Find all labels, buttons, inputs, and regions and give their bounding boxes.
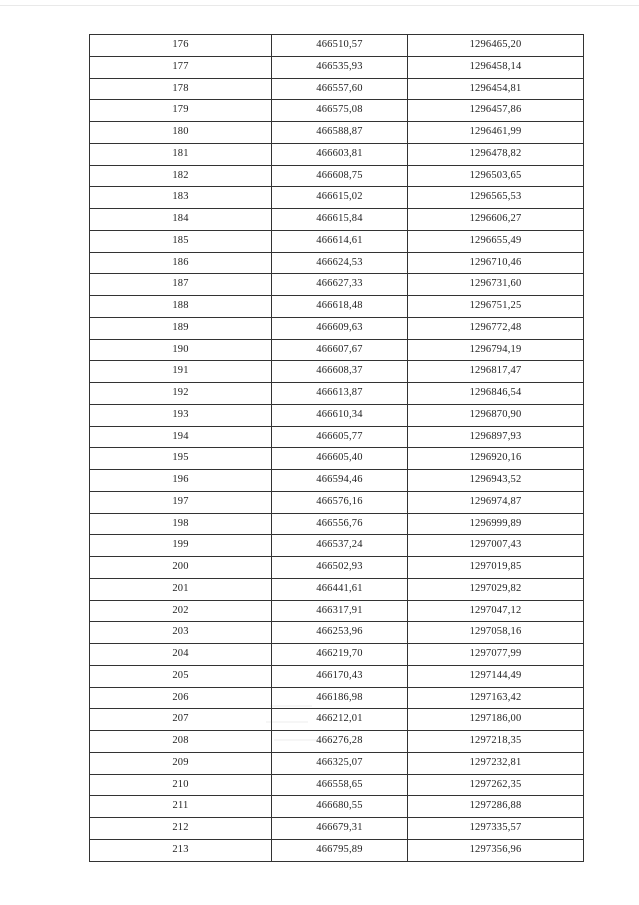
x-coordinate-cell: 466575,08 bbox=[272, 100, 408, 122]
table-row bbox=[90, 578, 584, 600]
table-row bbox=[90, 665, 584, 687]
point-number-cell: 187 bbox=[90, 274, 272, 296]
table-row bbox=[90, 622, 584, 644]
y-coordinate-cell: 1297019,85 bbox=[408, 557, 584, 579]
table-row bbox=[90, 752, 584, 774]
point-number-cell: 206 bbox=[90, 687, 272, 709]
y-coordinate-cell: 1296458,14 bbox=[408, 56, 584, 78]
table-row bbox=[90, 339, 584, 361]
table-row bbox=[90, 230, 584, 252]
x-coordinate-cell: 466502,93 bbox=[272, 557, 408, 579]
table-row bbox=[90, 383, 584, 405]
y-coordinate-cell: 1297029,82 bbox=[408, 578, 584, 600]
y-coordinate-cell: 1296655,49 bbox=[408, 230, 584, 252]
y-coordinate-cell: 1296710,46 bbox=[408, 252, 584, 274]
table-row bbox=[90, 818, 584, 840]
point-number-cell: 185 bbox=[90, 230, 272, 252]
x-coordinate-cell: 466441,61 bbox=[272, 578, 408, 600]
table-row bbox=[90, 317, 584, 339]
table-row bbox=[90, 274, 584, 296]
point-number-cell: 182 bbox=[90, 165, 272, 187]
point-number-cell: 181 bbox=[90, 143, 272, 165]
x-coordinate-cell: 466679,31 bbox=[272, 818, 408, 840]
table-row bbox=[90, 252, 584, 274]
coordinate-table-body bbox=[90, 35, 584, 862]
y-coordinate-cell: 1296606,27 bbox=[408, 209, 584, 231]
x-coordinate-cell: 466615,84 bbox=[272, 209, 408, 231]
point-number-cell: 203 bbox=[90, 622, 272, 644]
page-edge-line bbox=[0, 5, 639, 6]
x-coordinate-cell: 466624,53 bbox=[272, 252, 408, 274]
x-coordinate-cell: 466170,43 bbox=[272, 665, 408, 687]
point-number-cell: 211 bbox=[90, 796, 272, 818]
x-coordinate-cell: 466276,28 bbox=[272, 731, 408, 753]
y-coordinate-cell: 1297262,35 bbox=[408, 774, 584, 796]
coordinate-table bbox=[89, 34, 584, 862]
x-coordinate-cell: 466186,98 bbox=[272, 687, 408, 709]
point-number-cell: 180 bbox=[90, 122, 272, 144]
y-coordinate-cell: 1297218,35 bbox=[408, 731, 584, 753]
point-number-cell: 209 bbox=[90, 752, 272, 774]
y-coordinate-cell: 1297144,49 bbox=[408, 665, 584, 687]
point-number-cell: 183 bbox=[90, 187, 272, 209]
y-coordinate-cell: 1296920,16 bbox=[408, 448, 584, 470]
point-number-cell: 184 bbox=[90, 209, 272, 231]
y-coordinate-cell: 1296974,87 bbox=[408, 491, 584, 513]
table-row bbox=[90, 774, 584, 796]
point-number-cell: 177 bbox=[90, 56, 272, 78]
table-row bbox=[90, 187, 584, 209]
point-number-cell: 195 bbox=[90, 448, 272, 470]
table-row bbox=[90, 56, 584, 78]
table-row bbox=[90, 448, 584, 470]
point-number-cell: 204 bbox=[90, 644, 272, 666]
point-number-cell: 194 bbox=[90, 426, 272, 448]
x-coordinate-cell: 466614,61 bbox=[272, 230, 408, 252]
x-coordinate-cell: 466510,57 bbox=[272, 35, 408, 57]
x-coordinate-cell: 466556,76 bbox=[272, 513, 408, 535]
y-coordinate-cell: 1296454,81 bbox=[408, 78, 584, 100]
y-coordinate-cell: 1297077,99 bbox=[408, 644, 584, 666]
point-number-cell: 188 bbox=[90, 296, 272, 318]
point-number-cell: 191 bbox=[90, 361, 272, 383]
table-row bbox=[90, 209, 584, 231]
point-number-cell: 186 bbox=[90, 252, 272, 274]
y-coordinate-cell: 1296461,99 bbox=[408, 122, 584, 144]
x-coordinate-cell: 466613,87 bbox=[272, 383, 408, 405]
y-coordinate-cell: 1297163,42 bbox=[408, 687, 584, 709]
point-number-cell: 192 bbox=[90, 383, 272, 405]
y-coordinate-cell: 1296846,54 bbox=[408, 383, 584, 405]
point-number-cell: 179 bbox=[90, 100, 272, 122]
x-coordinate-cell: 466576,16 bbox=[272, 491, 408, 513]
point-number-cell: 202 bbox=[90, 600, 272, 622]
y-coordinate-cell: 1297186,00 bbox=[408, 709, 584, 731]
point-number-cell: 200 bbox=[90, 557, 272, 579]
table-row bbox=[90, 361, 584, 383]
y-coordinate-cell: 1296731,60 bbox=[408, 274, 584, 296]
coordinate-table-container bbox=[89, 34, 583, 862]
y-coordinate-cell: 1296565,53 bbox=[408, 187, 584, 209]
x-coordinate-cell: 466605,40 bbox=[272, 448, 408, 470]
point-number-cell: 198 bbox=[90, 513, 272, 535]
y-coordinate-cell: 1297058,16 bbox=[408, 622, 584, 644]
table-row bbox=[90, 839, 584, 861]
table-row bbox=[90, 470, 584, 492]
table-row bbox=[90, 644, 584, 666]
table-row bbox=[90, 600, 584, 622]
x-coordinate-cell: 466594,46 bbox=[272, 470, 408, 492]
y-coordinate-cell: 1296503,65 bbox=[408, 165, 584, 187]
x-coordinate-cell: 466325,07 bbox=[272, 752, 408, 774]
point-number-cell: 208 bbox=[90, 731, 272, 753]
table-row bbox=[90, 513, 584, 535]
point-number-cell: 210 bbox=[90, 774, 272, 796]
y-coordinate-cell: 1297007,43 bbox=[408, 535, 584, 557]
table-row bbox=[90, 296, 584, 318]
x-coordinate-cell: 466618,48 bbox=[272, 296, 408, 318]
table-row bbox=[90, 404, 584, 426]
x-coordinate-cell: 466609,63 bbox=[272, 317, 408, 339]
table-row bbox=[90, 535, 584, 557]
y-coordinate-cell: 1296943,52 bbox=[408, 470, 584, 492]
x-coordinate-cell: 466795,89 bbox=[272, 839, 408, 861]
y-coordinate-cell: 1297356,96 bbox=[408, 839, 584, 861]
y-coordinate-cell: 1296897,93 bbox=[408, 426, 584, 448]
table-row bbox=[90, 143, 584, 165]
x-coordinate-cell: 466603,81 bbox=[272, 143, 408, 165]
point-number-cell: 207 bbox=[90, 709, 272, 731]
x-coordinate-cell: 466627,33 bbox=[272, 274, 408, 296]
point-number-cell: 193 bbox=[90, 404, 272, 426]
x-coordinate-cell: 466605,77 bbox=[272, 426, 408, 448]
point-number-cell: 196 bbox=[90, 470, 272, 492]
y-coordinate-cell: 1296817,47 bbox=[408, 361, 584, 383]
point-number-cell: 201 bbox=[90, 578, 272, 600]
point-number-cell: 190 bbox=[90, 339, 272, 361]
point-number-cell: 178 bbox=[90, 78, 272, 100]
y-coordinate-cell: 1297047,12 bbox=[408, 600, 584, 622]
table-row bbox=[90, 731, 584, 753]
table-row bbox=[90, 557, 584, 579]
x-coordinate-cell: 466608,75 bbox=[272, 165, 408, 187]
point-number-cell: 176 bbox=[90, 35, 272, 57]
y-coordinate-cell: 1297335,57 bbox=[408, 818, 584, 840]
table-row bbox=[90, 100, 584, 122]
x-coordinate-cell: 466558,65 bbox=[272, 774, 408, 796]
x-coordinate-cell: 466219,70 bbox=[272, 644, 408, 666]
y-coordinate-cell: 1296478,82 bbox=[408, 143, 584, 165]
x-coordinate-cell: 466608,37 bbox=[272, 361, 408, 383]
y-coordinate-cell: 1296457,86 bbox=[408, 100, 584, 122]
x-coordinate-cell: 466610,34 bbox=[272, 404, 408, 426]
point-number-cell: 212 bbox=[90, 818, 272, 840]
table-row bbox=[90, 491, 584, 513]
point-number-cell: 197 bbox=[90, 491, 272, 513]
faint-stamp-mark bbox=[262, 700, 322, 746]
x-coordinate-cell: 466212,01 bbox=[272, 709, 408, 731]
point-number-cell: 205 bbox=[90, 665, 272, 687]
table-row bbox=[90, 165, 584, 187]
table-row bbox=[90, 687, 584, 709]
x-coordinate-cell: 466537,24 bbox=[272, 535, 408, 557]
y-coordinate-cell: 1296999,89 bbox=[408, 513, 584, 535]
y-coordinate-cell: 1296870,90 bbox=[408, 404, 584, 426]
x-coordinate-cell: 466588,87 bbox=[272, 122, 408, 144]
table-row bbox=[90, 78, 584, 100]
y-coordinate-cell: 1296794,19 bbox=[408, 339, 584, 361]
table-row bbox=[90, 426, 584, 448]
x-coordinate-cell: 466557,60 bbox=[272, 78, 408, 100]
point-number-cell: 199 bbox=[90, 535, 272, 557]
point-number-cell: 189 bbox=[90, 317, 272, 339]
x-coordinate-cell: 466680,55 bbox=[272, 796, 408, 818]
x-coordinate-cell: 466317,91 bbox=[272, 600, 408, 622]
table-row bbox=[90, 35, 584, 57]
x-coordinate-cell: 466607,67 bbox=[272, 339, 408, 361]
x-coordinate-cell: 466615,02 bbox=[272, 187, 408, 209]
x-coordinate-cell: 466253,96 bbox=[272, 622, 408, 644]
table-row bbox=[90, 796, 584, 818]
table-row bbox=[90, 122, 584, 144]
point-number-cell: 213 bbox=[90, 839, 272, 861]
table-row bbox=[90, 709, 584, 731]
y-coordinate-cell: 1297286,88 bbox=[408, 796, 584, 818]
x-coordinate-cell: 466535,93 bbox=[272, 56, 408, 78]
y-coordinate-cell: 1296751,25 bbox=[408, 296, 584, 318]
y-coordinate-cell: 1297232,81 bbox=[408, 752, 584, 774]
y-coordinate-cell: 1296772,48 bbox=[408, 317, 584, 339]
y-coordinate-cell: 1296465,20 bbox=[408, 35, 584, 57]
